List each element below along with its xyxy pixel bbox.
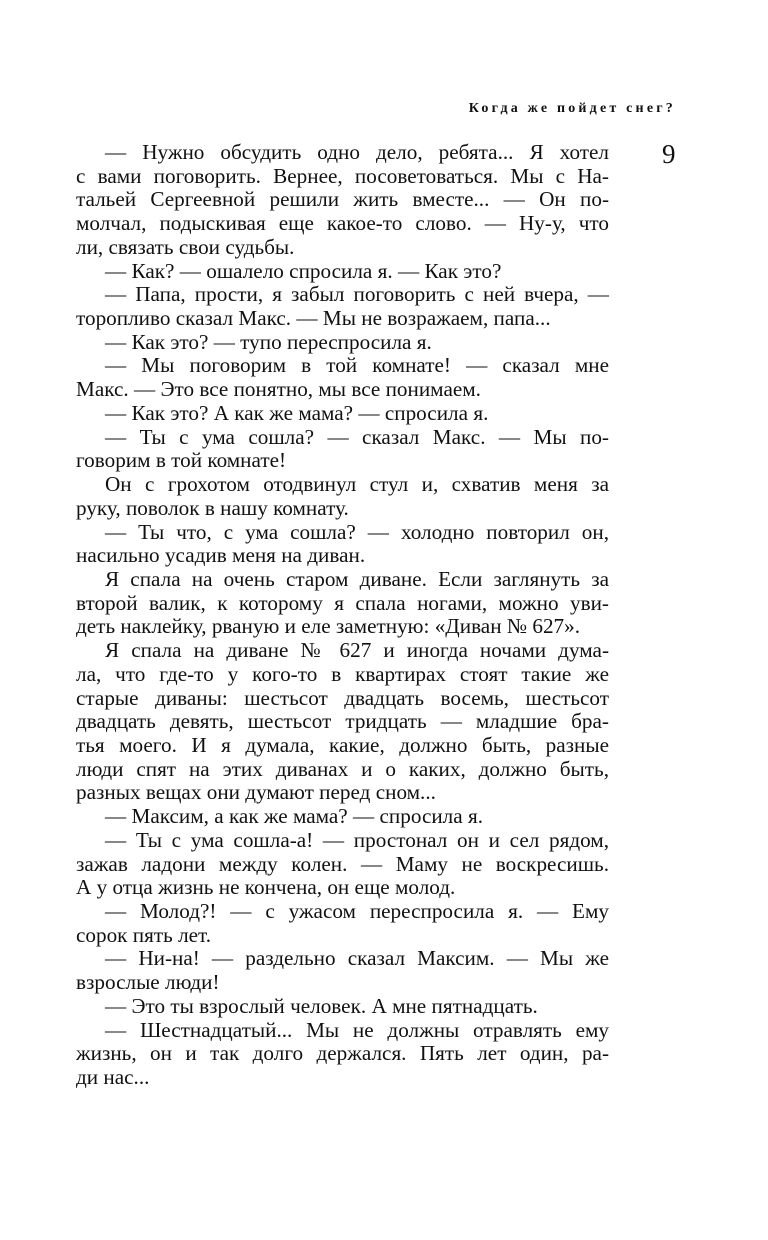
text-line: — Шестнадцатый... Мы не должны отравлять ему (105, 1017, 609, 1042)
text-line: ла, что где-то у кого-то в квартирах стоят такие же (76, 661, 609, 686)
text-line: Макс. — Это все понятно, мы все понимаем. (76, 377, 481, 402)
text-line: — Ты с ума сошла-а! — простонал он и сел рядом, (105, 827, 609, 852)
text-line: А у отца жизнь не кончена, он еще молод. (76, 875, 456, 900)
text-line: — Молод?! — с ужасом переспросила я. — Ему (105, 899, 609, 923)
text-line: — Максим, а как же мама? — спросила я. (105, 804, 484, 829)
text-line: жизнь, он и так долго держался. Пять лет один, ра- (76, 1041, 609, 1066)
text-line: торопливо сказал Макс. — Мы не возражаем, папа... (76, 306, 551, 331)
text-line: старые диваны: шестьсот двадцать восемь, шестьсот (76, 685, 609, 710)
text-line: — Это ты взрослый человек. А мне пятнадцать. (105, 993, 538, 1018)
text-line: — Ты что, с ума сошла? — холодно повторил он, (105, 519, 609, 544)
text-line: — Как это? — тупо переспросила я. (105, 329, 432, 354)
text-line: — Как? — ошалело спросила я. — Как это? (105, 258, 502, 283)
text-line: деть наклейку, рваную и еле заметную: «Диван № 627». (76, 614, 581, 639)
text-line: тальей Сергеевной решили жить вместе... — Он по- (76, 187, 609, 212)
running-title: Когда же пойдет снег? (468, 101, 676, 116)
text-line: ли, связать свои судьбы. (76, 234, 295, 259)
text-line: говорим в той комнате! (76, 448, 287, 473)
text-line: Я спала на диване № 627 и иногда ночами дума- (105, 638, 609, 663)
body-text (76, 141, 609, 1090)
text-line: с вами поговорить. Вернее, посоветоваться. Мы с На- (76, 163, 609, 188)
text-line: Я спала на очень старом диване. Если заглянуть за (105, 566, 609, 591)
text-line: двадцать девять, шестьсот тридцать — младшие бра- (76, 709, 609, 734)
text-line: — Ты с ума сошла? — сказал Макс. — Мы по- (105, 424, 609, 449)
page-number: 9 (662, 139, 676, 169)
text-line: взрослые люди! (76, 970, 220, 995)
text-line: второй валик, к которому я спала ногами, можно уви- (76, 590, 609, 615)
text-line: руку, поволок в нашу комнату. (76, 495, 349, 520)
text-line: Он с грохотом отодвинул стул и, схватив меня за (105, 472, 609, 497)
text-line: — Нужно обсудить одно дело, ребята... Я хотел (105, 140, 609, 164)
text-line: тья моего. И я думала, какие, должно быть, разные (76, 732, 609, 757)
text-line: — Папа, прости, я забыл поговорить с ней вчера, — (105, 282, 609, 307)
text-line: разных вещах они думают перед сном... (76, 780, 436, 805)
text-line: насильно усадив меня на диван. (76, 543, 366, 568)
text-line: — Ни-на! — раздельно сказал Максим. — Мы же (105, 946, 609, 971)
text-line: люди спят на этих диванах и о каких, должно быть, (76, 756, 609, 781)
text-line: — Мы поговорим в той комнате! — сказал мне (105, 353, 609, 378)
text-line: сорок пять лет. (76, 922, 212, 947)
text-line: молчал, подыскивая еще какое-то слово. — Ну-у, что (76, 211, 609, 236)
text-line: ди нас... (76, 1065, 150, 1090)
text-line: зажав ладони между колен. — Маму не воскресишь. (76, 851, 609, 876)
text-line: — Как это? А как же мама? — спросила я. (105, 400, 489, 425)
